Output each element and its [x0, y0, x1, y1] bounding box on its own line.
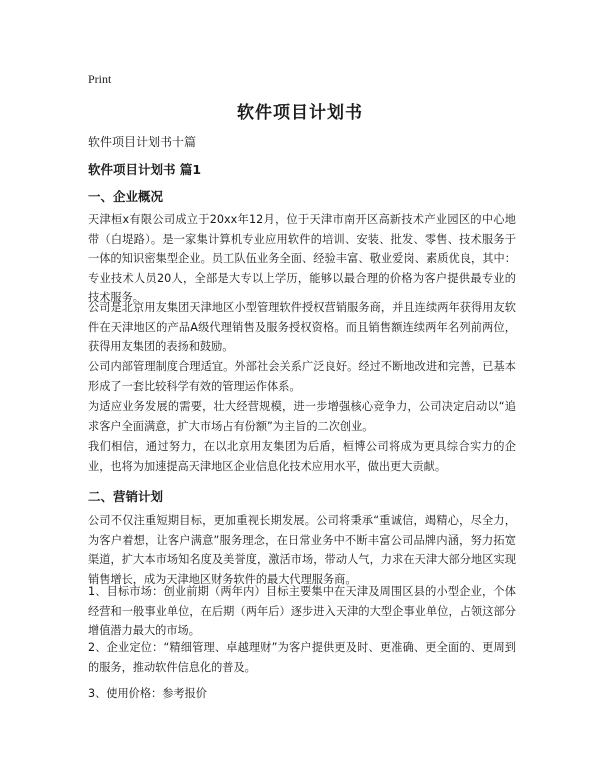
document-subtitle: 软件项目计划书十篇	[88, 135, 197, 149]
paragraph-overview-5: 我们相信，通过努力，在以北京用友集团为后盾，桓博公司将成为更具综合实力的企业，也将为加速提高天津地区企业信息化技术应用水平，做出更大贡献。	[88, 440, 516, 473]
paragraph-overview-2: 公司是北京用友集团天津地区小型管理软件授权营销服务商，并且连续两年获得用友软件在天津地区的产品A级代理销售及服务授权资格。而且销售额连续两年名列前两位，获得用友集团的表扬和鼓励。	[88, 301, 516, 353]
section-heading-overview: 一、企业概况	[88, 189, 164, 204]
article-title: 软件项目计划书 篇1	[88, 162, 202, 177]
print-label[interactable]: Print	[88, 72, 112, 86]
paragraph-marketing-3: 2、企业定位：“精细管理、卓越理财”为客户提供更及时、更准确、更全面的、更周到的服务，推动软件信息化的普及。	[88, 641, 516, 674]
paragraph-marketing-1: 公司不仅注重短期目标，更加重视长期发展。公司将秉承“重诚信，竭精心，尽全力，为客户着想，让客户满意”服务理念，在日常业务中不断丰富公司品牌内涵，努力拓宽渠道，扩大本市场知名度及美誉度，激活市场，带动人气，力求在天津大部分地区实现销售增长，成为天津地区财务软件的最大代理服务商。	[88, 514, 516, 586]
document-title: 软件项目计划书	[237, 103, 363, 123]
paragraph-marketing-4: 3、使用价格：参考报价	[88, 687, 207, 700]
paragraph-overview-3: 公司内部管理制度合理适宜。外部社会关系广泛良好。经过不断地改进和完善，已基本形成了一套比较科学有效的管理运作体系。	[88, 360, 516, 393]
paragraph-overview-4: 为适应业务发展的需要，壮大经营规模，进一步增强核心竞争力，公司决定启动以“追求客户全面满意，扩大市场占有份额”为主旨的二次创业。	[88, 400, 516, 433]
section-heading-marketing: 二、营销计划	[88, 489, 164, 504]
paragraph-marketing-2: 1、目标市场：创业前期（两年内）目标主要集中在天津及周围区县的小型企业，个体经营和一般事业单位，在后期（两年后）逐步进入天津的大型企事业单位，占领这部分增值潜力最大的市场。	[88, 585, 516, 637]
paragraph-overview-1: 天津桓x有限公司成立于20xx年12月，位于天津市南开区高新技术产业园区的中心地带（白堤路）。是一家集计算机专业应用软件的培训、安装、批发、零售、技术服务于一体的知识密集型企业。员工队伍业务全面、经验丰富、敬业爱岗、素质优良，其中：专业技术人员20人，全部是大专以上学历，能够以最合理的价格为客户提供最专业的技术服务。	[88, 213, 516, 304]
